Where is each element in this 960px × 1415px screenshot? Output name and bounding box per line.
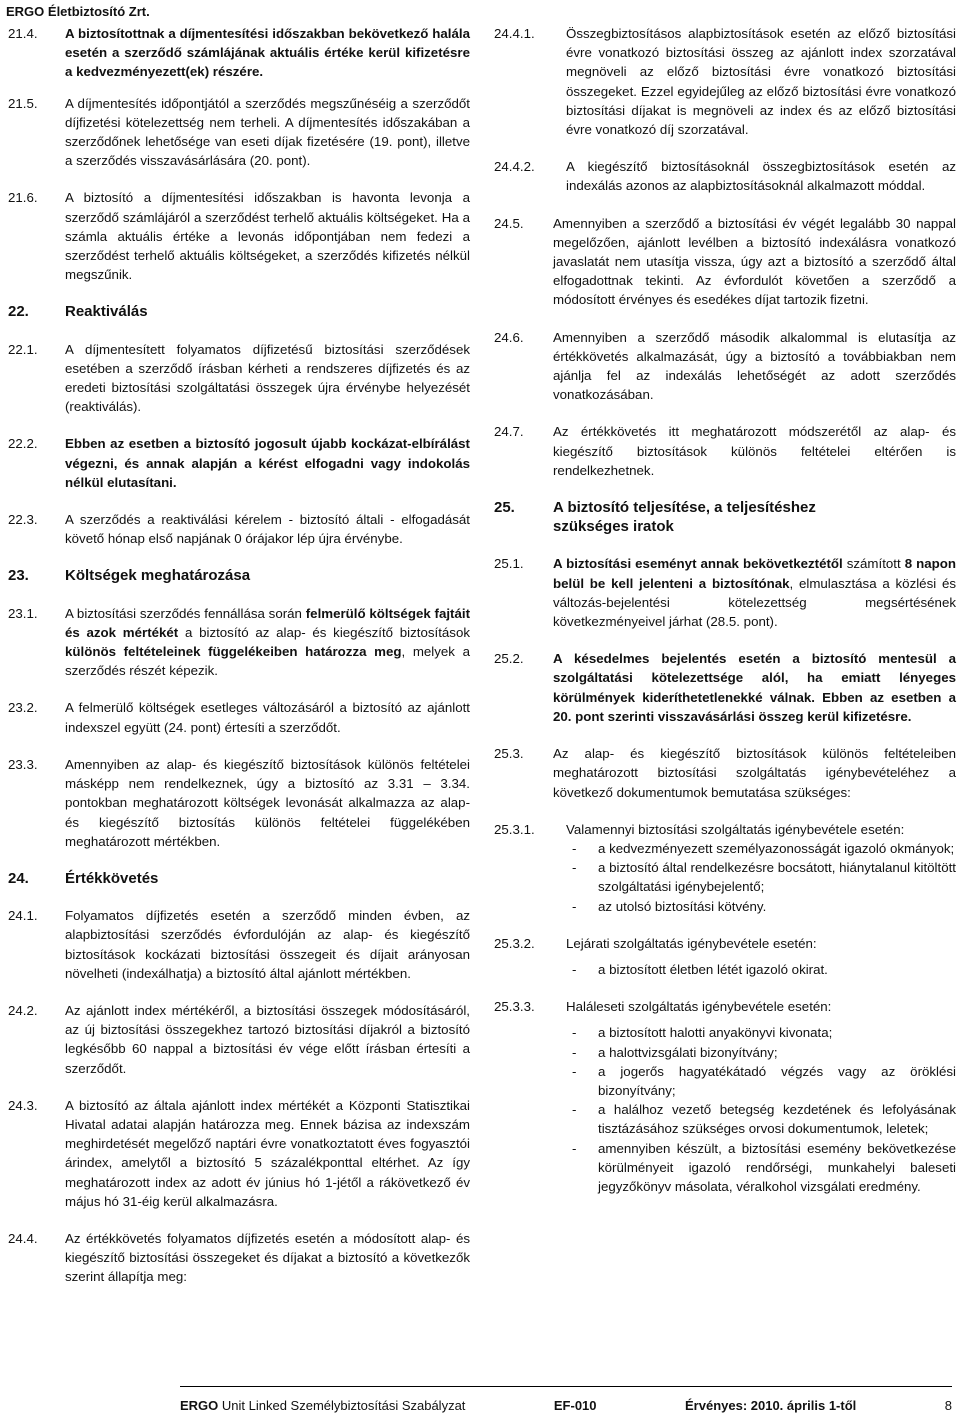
text-run: , melyek a szerződés részét képezik. — [65, 644, 470, 679]
clause-text: A díjmentesített folyamatos díjfizetésű biztosítási szerződések esetében a szerződő írásban kérheti a rendszeres díjfizetés és az eredeti biztosítási szolgáltatási összegek újra érvénybe helyezését (reaktiválás). — [65, 341, 470, 415]
clause-number: 22.3. — [8, 512, 38, 528]
clause-text: Összegbiztosításos alapbiztosítások esetén az előző biztosítási évre vonatkozó biztosítási összeg az ajánlott index szorzatával megnöveli az előző biztosítási évre vonatkozó biztosítási összegeket. Ezzel egyidejűleg az előző biztosítási évre vonatkozó biztosítási díjakat is megnöveli az index és az előző biztosítási évre vonatkozó díj szorzatával. — [566, 26, 956, 138]
clause-25-3-2 — [494, 934, 956, 979]
clause-number: 25.3. — [494, 746, 524, 762]
dash-marker: - — [572, 1140, 577, 1156]
bold-run: különös feltételeinek függelékeiben határozza meg — [65, 644, 402, 660]
clause-number: 25.3.1. — [494, 821, 535, 837]
clause-24-5 — [494, 214, 956, 310]
page-number: 8 — [944, 1398, 952, 1413]
clause-text — [553, 554, 956, 631]
clause-24-2 — [8, 1001, 470, 1078]
clause-22-1 — [8, 340, 470, 417]
clause-text: A biztosítottnak a díjmentesítési időszakban bekövetkező halála esetén a szerződő számlájának aktuális értéke kerül kifizetésre a kedvezményezett(ek) részére. — [65, 26, 470, 80]
clause-number: 23.1. — [8, 605, 38, 621]
clause-text: Az értékkövetés itt meghatározott módszerétől az alap- és kiegészítő biztosítások különös feltételei eltérően is rendelkezhetnek. — [553, 424, 956, 478]
clause-text: Az ajánlott index mértékéről, a biztosítási összegek módosításáról, az új biztosítási összegekhez tartozó biztosítási díjakról a biztosító legkésőbb 60 nappal a biztosítási év vége előtt írásban értesíti a szerződőt. — [65, 1002, 470, 1076]
clause-text: Lejárati szolgáltatás igénybevétele esetén: — [566, 935, 817, 951]
clause-text: A díjmentesítés időpontjától a szerződés megszűnéséig a szerződőt díjfizetési kötelezettség nem terheli. A díjmentesítés időszakában a szerződőnek lehetősége van eseti díjak fizetésére (19. pont), illetve a szerződés visszavásárlására (20. pont). — [65, 95, 470, 169]
clause-number: 22.1. — [8, 341, 38, 357]
left-column — [8, 24, 470, 1305]
clause-number: 21.6. — [8, 190, 38, 206]
clause-24-4-1 — [494, 24, 956, 139]
list-item — [566, 1100, 956, 1138]
section-title: Reaktiválás — [65, 303, 148, 321]
clause-number: 24.6. — [494, 329, 524, 345]
clause-25-1 — [494, 554, 956, 631]
clause-21-4 — [8, 24, 470, 82]
clause-24-1 — [8, 906, 470, 983]
clause-25-3-3 — [494, 997, 956, 1196]
list-item — [566, 1023, 956, 1042]
dash-marker: - — [572, 1025, 577, 1041]
clause-text: A szerződés a reaktiválási kérelem - biztosító általi - elfogadását követő hónap első napjának 0 órájakor lép újra érvénybe. — [65, 512, 470, 547]
section-title: Költségek meghatározása — [65, 567, 251, 585]
clause-number: 24.4. — [8, 1230, 38, 1246]
clause-body — [566, 934, 956, 979]
clause-text: Amennyiben a szerződő második alkalommal is elutasítja az értékkövetés alkalmazását, úgy a biztosító a továbbiakban nem ajánlja fel az indexálás lehetőségét az adott szerződés vonatkozásában. — [553, 329, 956, 403]
document-list — [566, 960, 956, 979]
section-number: 24. — [8, 869, 29, 887]
clause-text: A biztosító az általa ajánlott index mértékét a Központi Statisztikai Hivatal adatai alapján határozza meg. Ennek bázisa az indexszám meghirdetését megelőző naptári évre vonatkoztatott éves fogyasztói árindex, amelytől a biztosító 5 százalékponttal eltérhet. Az így meghatározott index az adott év június hó 1-jétől a rákövetkező év május hó 31-éig kerül alkalmazásra. — [65, 1097, 470, 1209]
clause-number: 21.4. — [8, 26, 38, 41]
list-item-text: a biztosított halotti anyakönyvi kivonata; — [598, 1025, 833, 1041]
dash-marker: - — [572, 1102, 577, 1118]
clause-number: 23.2. — [8, 700, 38, 716]
clause-text: Az alap- és kiegészítő biztosítások különös feltételeiben meghatározott biztosítási szolgáltatás igénybevételéhez a következő dokumentumok bemutatása szükséges: — [553, 746, 956, 800]
text-run: A biztosítási szerződés fennállása során — [65, 605, 306, 621]
footer-code: EF-010 — [553, 1398, 597, 1413]
list-item — [566, 839, 956, 858]
section-23-heading — [8, 566, 470, 585]
document-list — [566, 1023, 956, 1196]
footer-document-title — [180, 1396, 465, 1415]
dash-marker: - — [572, 840, 577, 856]
section-24-heading — [8, 869, 470, 888]
document-list — [566, 839, 956, 916]
clause-text: A felmerülő költségek esetleges változásáról a biztosító az ajánlott indexszel együtt (24. pont) értesíti a szerződőt. — [65, 700, 470, 735]
dash-marker: - — [572, 898, 577, 914]
list-item-text: a jogerős hagyatékátadó végzés vagy az öröklési bizonyítvány; — [598, 1063, 956, 1098]
bold-run: felmerülő költségek fajtáit és azok mértékét — [65, 605, 471, 640]
clause-number: 24.7. — [494, 424, 524, 440]
list-item — [566, 1139, 956, 1197]
dash-marker: - — [572, 860, 577, 876]
text-run: számított — [842, 556, 905, 572]
clause-number: 25.3.3. — [494, 999, 535, 1015]
clause-24-3 — [8, 1096, 470, 1211]
clause-number: 24.2. — [8, 1002, 38, 1018]
list-item-text: amennyiben készült, a biztosítási esemény bekövetkezése körülményeit igazoló rendőrségi, munkahelyi baleseti jegyzőkönyv másolata, véralkohol vizsgálati eredmény. — [598, 1140, 956, 1194]
clause-21-5 — [8, 94, 470, 171]
list-item — [566, 897, 956, 916]
clause-text: Folyamatos díjfizetés esetén a szerződő minden évben, az alapbiztosítási szerződés évfordulóján az alap- és kiegészítő biztosítások kockázati biztosítási összegeit és díjait arányosan növelheti (indexálhatja) a biztosító által ajánlott mértékben. — [65, 908, 470, 981]
dash-marker: - — [572, 1044, 577, 1060]
text-run: , elmulasztása a közlési és változás-bejelentési kötelezettség megsértésének következményeivel járhat (28.5. pont). — [553, 575, 956, 630]
clause-text: Valamennyi biztosítási szolgáltatás igénybevétele esetén: — [566, 821, 905, 837]
clause-text: A késedelmes bejelentés esetén a biztosító mentesül a szolgáltatási kötelezettsége alól, ha emiatt lényeges körülmények kideríthetetlenekké válnak. Ebben az esetben a 20. pont szerinti visszavásárlási összeg kerül kifizetésre. — [553, 651, 956, 724]
list-item-text: az utolsó biztosítási kötvény. — [598, 898, 767, 914]
clause-number: 25.3.2. — [494, 935, 535, 951]
clause-text: Haláleseti szolgáltatás igénybevétele esetén: — [566, 999, 832, 1015]
footer-brand: ERGO — [180, 1398, 219, 1413]
clause-23-2 — [8, 698, 470, 736]
clause-25-3 — [494, 744, 956, 802]
list-item-text: a biztosító által rendelkezésre bocsátott, hiánytalanul kitöltött szolgáltatási igénybejelentő; — [598, 860, 956, 895]
clause-23-1 — [8, 604, 470, 681]
clause-number: 24.3. — [8, 1097, 38, 1113]
clause-body — [566, 820, 956, 916]
section-number: 25. — [494, 499, 515, 517]
clause-number: 21.5. — [8, 95, 38, 111]
clause-24-4 — [8, 1229, 470, 1287]
list-item-text: a halálhoz vezető betegség kezdetének és lefolyásának tisztázásához szükséges orvosi dokumentumok, leletek; — [598, 1102, 956, 1137]
clause-text — [65, 604, 470, 681]
clause-text: Ebben az esetben a biztosító jogosult újabb kockázat-elbírálást végezni, és annak alapján a kérést elfogadni vagy indokolás nélkül elutasítani. — [65, 436, 470, 490]
clause-24-4-2 — [494, 157, 956, 195]
bold-run: 8 napon belül be kell jelenteni a biztosítónak — [553, 556, 956, 591]
list-item — [566, 858, 956, 896]
clause-number: 25.1. — [494, 556, 524, 572]
clause-body — [566, 997, 956, 1196]
clause-number: 22.2. — [8, 436, 38, 452]
clause-21-6 — [8, 188, 470, 284]
clause-22-3 — [8, 510, 470, 548]
section-number: 23. — [8, 567, 29, 585]
section-title: A biztosító teljesítése, a teljesítéshez szükséges iratok — [553, 499, 816, 536]
list-item — [566, 960, 956, 979]
footer-validity: Érvényes: 2010. április 1-től — [685, 1398, 857, 1413]
clause-text: A kiegészítő biztosításoknál összegbiztosítások esetén az indexálás azonos az alapbiztosításoknál alkalmazott móddal. — [566, 159, 956, 194]
section-25-heading — [494, 498, 956, 536]
clause-number: 24.4.1. — [494, 26, 535, 41]
clause-number: 25.2. — [494, 651, 524, 667]
section-22-heading — [8, 302, 470, 321]
section-number: 22. — [8, 303, 29, 321]
right-column — [494, 24, 956, 1214]
text-run: a biztosító az alap- és kiegészítő biztosítások — [178, 624, 470, 640]
clause-text: Amennyiben a szerződő a biztosítási év végét legalább 30 nappal megelőzően, ajánlott levélben a biztosító indexálásra vonatkozó javaslatát nem utasítja vissza, úgy azt a biztosító a szerződő által elfogadottnak tekinti. Az évfordulót követően a szerződő a módosított érvényes és esedékes díjat tartozik fizetni. — [553, 215, 956, 308]
clause-25-2 — [494, 649, 956, 726]
dash-marker: - — [572, 961, 577, 977]
list-item — [566, 1062, 956, 1100]
section-title: Értékkövetés — [65, 869, 159, 887]
clause-22-2 — [8, 434, 470, 492]
company-header: ERGO Életbiztosító Zrt. — [6, 4, 150, 19]
clause-number: 23.3. — [8, 756, 38, 772]
clause-text: A biztosító a díjmentesítési időszakban is havonta levonja a szerződő számlájáról a szerződést terhelő aktuális költségeket. Ha a számla aktuális értéke a levonás időpontjában nem fedezi a szerződést terhelő aktuális költségeket, a szerződés kifizetés nélkül megszűnik. — [65, 190, 470, 283]
list-item-text: a kedvezményezett személyazonosságát igazoló okmányok; — [598, 840, 955, 856]
list-item-text: a halottvizsgálati bizonyítvány; — [598, 1044, 778, 1060]
clause-text: Az értékkövetés folyamatos díjfizetés esetén a módosított alap- és kiegészítő biztosítási összegeket és díjakat a biztosító a következők szerint állapítja meg: — [65, 1230, 470, 1285]
clause-number: 24.1. — [8, 908, 38, 924]
dash-marker: - — [572, 1063, 577, 1079]
footer-doc-name: Unit Linked Személybiztosítási Szabályzat — [218, 1398, 466, 1413]
page-footer — [180, 1386, 952, 1415]
clause-text: Amennyiben az alap- és kiegészítő biztosítások különös feltételei másképp nem rendelkeznek, úgy a biztosító az 3.31 – 3.34. pontokban meghatározott költségek levonását alkalmazza az alap- és kiegészítő biztosítás különös feltételei függelékében meghatározott mértékben. — [65, 756, 470, 849]
bold-run: A biztosítási eseményt annak bekövetkeztétől — [553, 556, 843, 572]
clause-number: 24.4.2. — [494, 159, 535, 175]
clause-number: 24.5. — [494, 215, 524, 231]
clause-24-6 — [494, 328, 956, 405]
list-item-text: a biztosított életben létét igazoló okirat. — [598, 961, 828, 977]
clause-24-7 — [494, 422, 956, 480]
list-item — [566, 1043, 956, 1062]
clause-25-3-1 — [494, 820, 956, 916]
clause-23-3 — [8, 755, 470, 851]
